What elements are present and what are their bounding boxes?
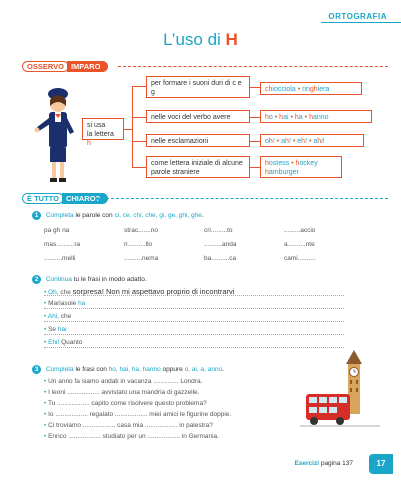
link-4 (250, 167, 260, 168)
example-box-3: oh! • ah! • eh! • ahi! (260, 134, 364, 147)
rule-box-3: nelle esclamazioni (146, 134, 250, 147)
exercise-3-line-1[interactable]: • Un anno fa siamo andati in vacanza .............. Londra. (44, 378, 203, 385)
exercise-2-instruction: 2 Continua tu le frasi in modo adatto. (32, 275, 147, 284)
exercise-3-line-3[interactable]: • Tu .................. capito come risolvere questo problema? (44, 400, 207, 407)
page-number: 17 (369, 454, 393, 474)
exercise-2-line-3[interactable]: • Ahi, che (44, 313, 344, 322)
connector-1 (132, 86, 146, 87)
exercise-3-line-4[interactable]: • Io .................. regalato .................. miei amici le figurine doppie. (44, 411, 232, 418)
exercise-3-instruction: 3 Completa le frasi con ho, hai, ha, hanno oppure o, ai, a, anno. (32, 365, 224, 374)
exercise-1-row-3: ..........melli ..........nema ba..........ca cami.......... (44, 255, 316, 262)
exercise-reference: Esercizi pagina 137 (294, 460, 353, 467)
exercise-3-line-6[interactable]: • Enrico .................. studiato per un .................. in Germania. (44, 433, 219, 440)
link-1 (250, 87, 260, 88)
exercise-1-instruction: 1 Completa le parole con ci, ce, chi, che, gi, ge, ghi, ghe. (32, 211, 204, 220)
rule-box-2: nelle voci del verbo avere (146, 110, 250, 123)
connector-4 (132, 167, 146, 168)
link-2 (250, 117, 260, 118)
learn-divider (118, 66, 388, 67)
exercise-1-row-1: pa gh na strac.......no cri.........to .........accio (44, 227, 316, 234)
exercise-2-line-5[interactable]: • Ehi! Quanto (44, 339, 344, 348)
rule-box-1: per formare i suoni duri di c e g (146, 76, 250, 98)
exercise-2-line-2[interactable]: • Mariasole ha (44, 300, 344, 309)
connector-main (124, 129, 132, 130)
example-box-4: hostess • hockey hamburger (260, 156, 342, 178)
page-title: L’uso di H (163, 30, 238, 49)
center-rule-box: si usa la lettera h (82, 118, 124, 140)
clear-divider (96, 198, 388, 199)
connector-2 (132, 117, 146, 118)
rule-box-4: come lettera iniziale di alcune parole straniere (146, 156, 250, 178)
exercise-2-line-1[interactable]: • Oh, che sorpresa! Non mi aspettavo proprio di incontrarvi (44, 287, 344, 296)
exercise-3-line-5[interactable]: • Ci troviamo .................. casa mia .................. in palestra? (44, 422, 213, 429)
london-illustration (300, 350, 380, 430)
link-3 (250, 141, 260, 142)
section-divider (321, 22, 401, 23)
exercise-1-row-2: mas..........ra ri..........llo ..........anda a..........nte (44, 241, 315, 248)
section-tag: ORTOGRAFIA (328, 12, 387, 21)
exercise-2-line-4[interactable]: • Se hai (44, 326, 344, 335)
clear-banner: È TUTTO CHIARO? (22, 192, 108, 205)
learn-banner: OSSERVO IMPARO (22, 60, 108, 73)
exercise-3-line-2[interactable]: • I leoni .................. avvistato una mandria di gazzelle. (44, 389, 200, 396)
connector-vertical (132, 86, 133, 167)
example-box-2: ho • hai • ha • hanno (260, 110, 372, 123)
stewardess-illustration (32, 84, 82, 184)
connector-3 (132, 141, 146, 142)
example-box-1: chiocciola • ringhiera (260, 82, 362, 95)
